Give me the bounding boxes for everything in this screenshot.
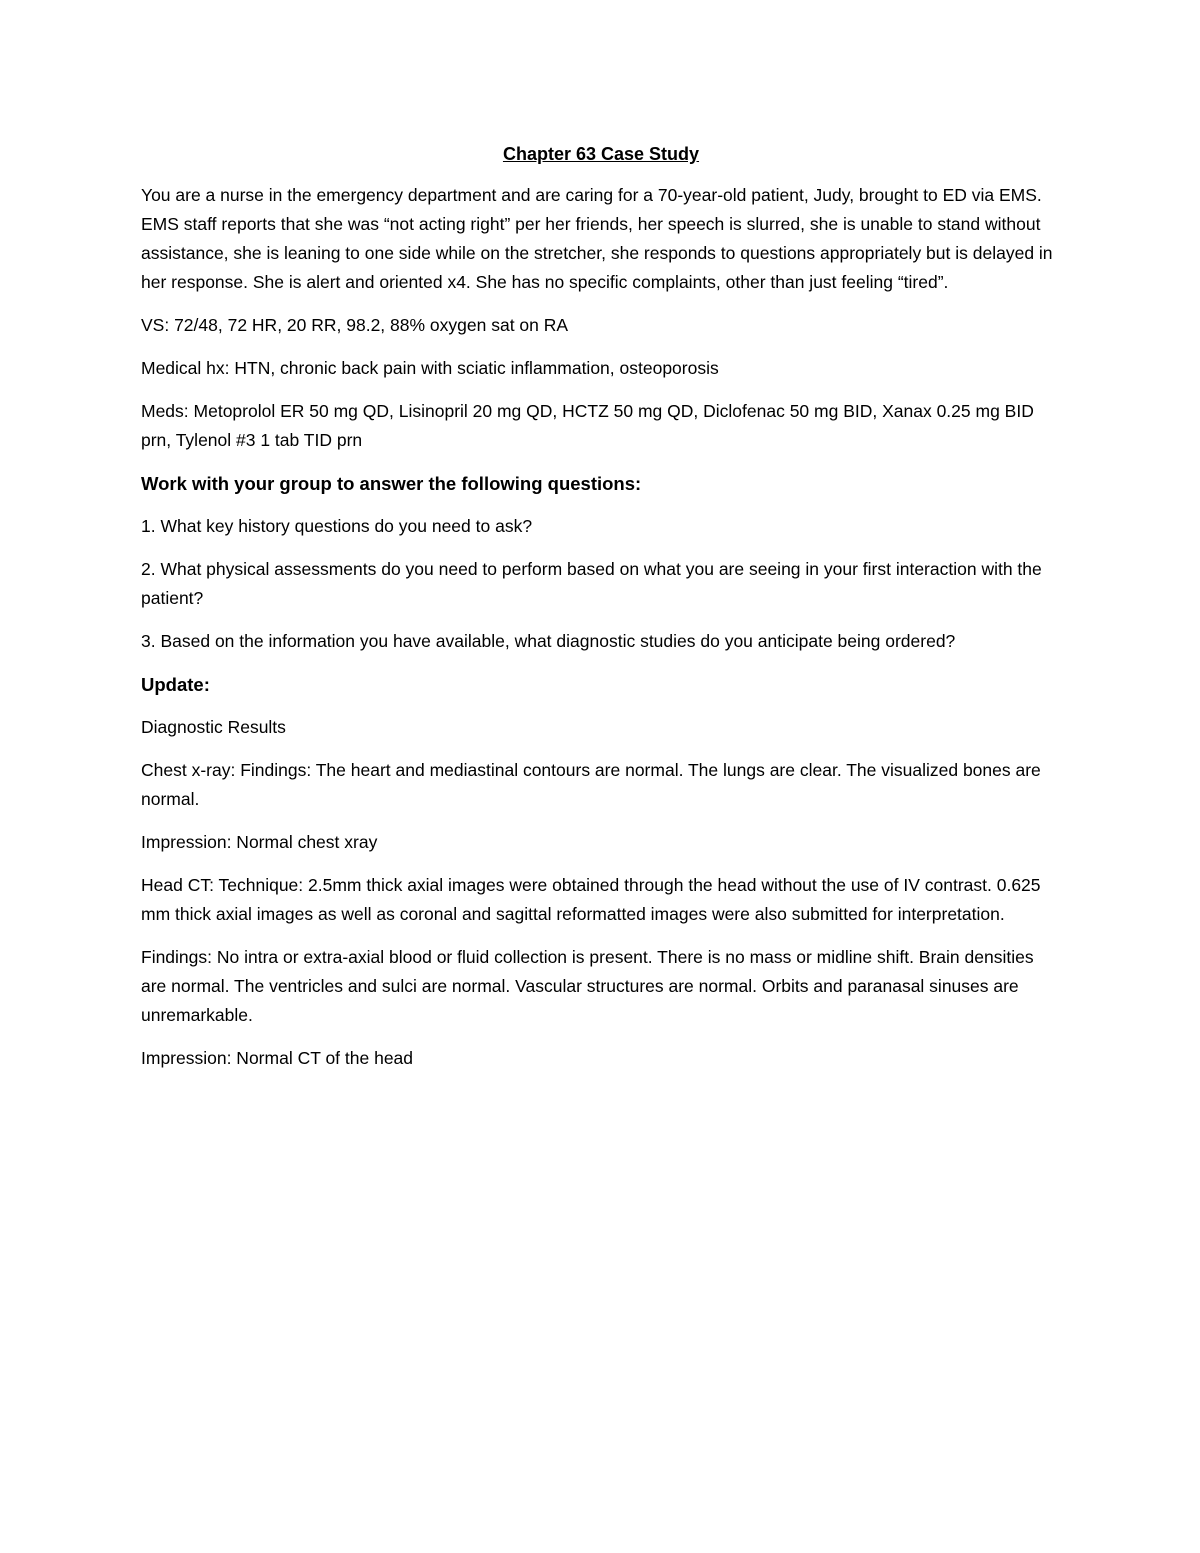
- medical-history-paragraph: Medical hx: HTN, chronic back pain with sciatic inflammation, osteoporosis: [141, 358, 719, 378]
- question-3: 3. Based on the information you have available, what diagnostic studies do you anticipate being ordered?: [141, 631, 956, 651]
- vital-signs-paragraph: VS: 72/48, 72 HR, 20 RR, 98.2, 88% oxygen sat on RA: [141, 315, 569, 335]
- medications-paragraph: Meds: Metoprolol ER 50 mg QD, Lisinopril 20 mg QD, HCTZ 50 mg QD, Diclofenac 50 mg BID, Xanax 0.25 mg BID prn, Tylenol #3 1 tab TID prn: [141, 401, 1034, 450]
- head-ct-findings: Findings: No intra or extra-axial blood or fluid collection is present. There is no mass or midline shift. Brain densities are normal. The ventricles and sulci are normal. Vascular structures are normal. Orbits and paranasal sinuses are unremarkable.: [141, 947, 1034, 1025]
- head-ct-impression: Impression: Normal CT of the head: [141, 1048, 414, 1068]
- chest-xray-impression: Impression: Normal chest xray: [141, 832, 378, 852]
- chest-xray-paragraph: Chest x-ray: Findings: The heart and mediastinal contours are normal. The lungs are clear. The visualized bones are normal.: [141, 760, 1041, 809]
- group-questions-heading: Work with your group to answer the following questions:: [141, 473, 642, 494]
- document-body: [141, 140, 1061, 1087]
- question-1: 1. What key history questions do you need to ask?: [141, 516, 533, 536]
- question-2: 2. What physical assessments do you need to perform based on what you are seeing in your first interaction with the patient?: [141, 559, 1042, 608]
- document-title: Chapter 63 Case Study: [502, 144, 700, 164]
- diagnostic-results-label: Diagnostic Results: [141, 717, 286, 737]
- head-ct-paragraph: Head CT: Technique: 2.5mm thick axial images were obtained through the head without the use of IV contrast. 0.625 mm thick axial images as well as coronal and sagittal reformatted images were also submitted for interpretation.: [141, 875, 1041, 924]
- case-intro-paragraph: You are a nurse in the emergency department and are caring for a 70-year-old patient, Judy, brought to ED via EMS. EMS staff reports that she was “not acting right” per her friends, her speech is slurred, she is unable to stand without assistance, she is leaning to one side while on the stretcher, she responds to questions appropriately but is delayed in her response. She is alert and oriented x4. She has no specific complaints, other than just feeling “tired”.: [141, 185, 1053, 292]
- update-heading: Update:: [141, 674, 210, 695]
